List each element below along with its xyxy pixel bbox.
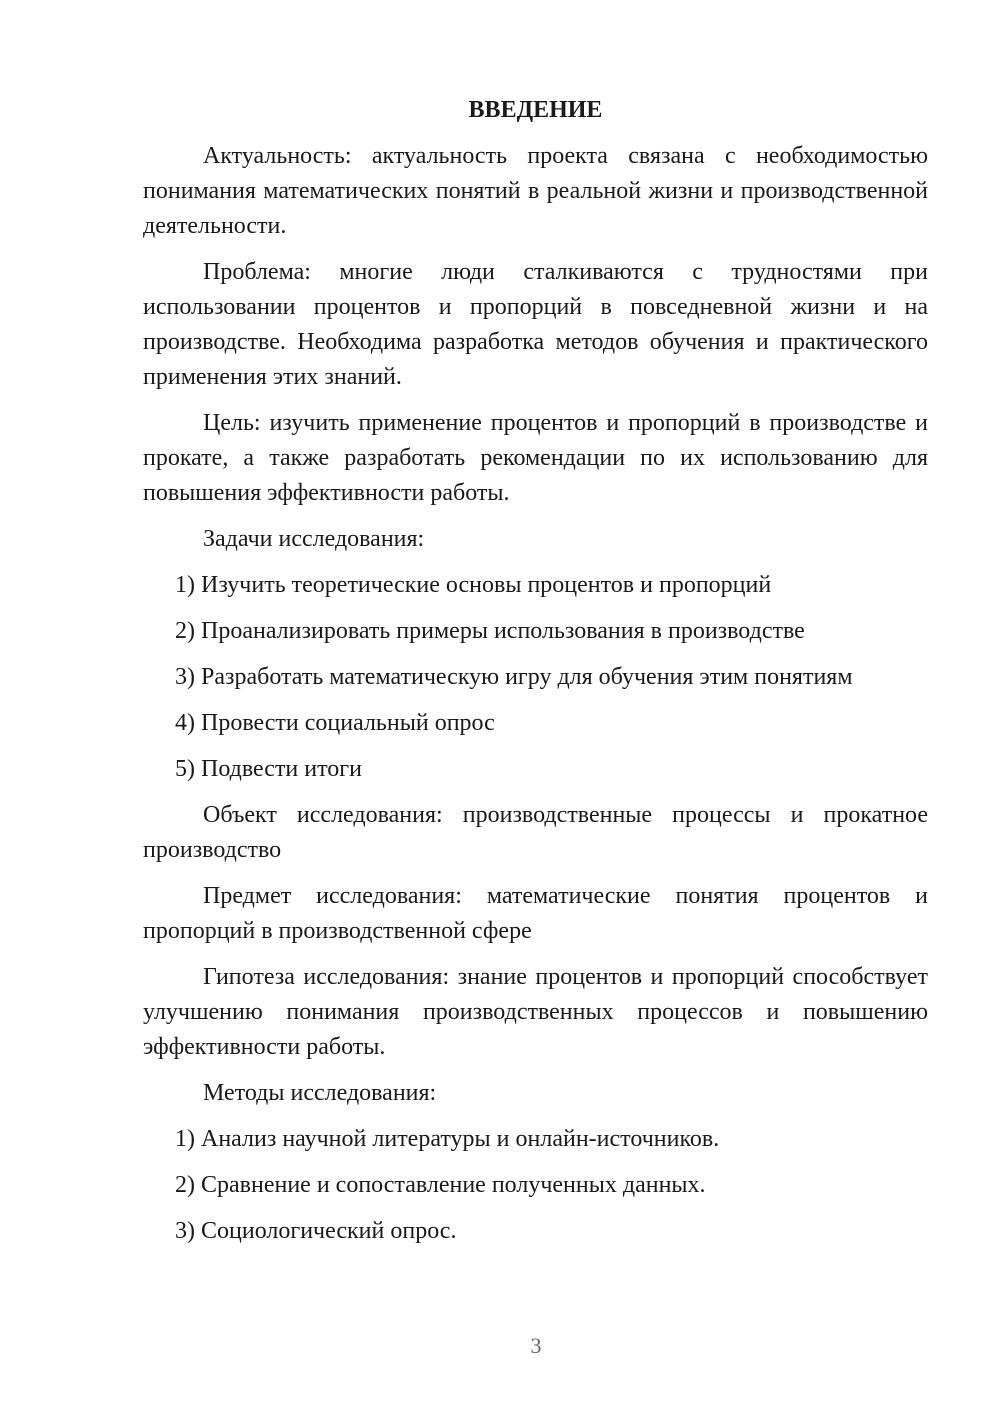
list-item: 5) Подвести итоги bbox=[175, 756, 362, 782]
paragraph-hypothesis: Гипотеза исследования: знание процентов и пропорций способствует улучшению понимания производственных процессов и повышению эффективности работы. bbox=[143, 964, 928, 1060]
list-item: 4) Провести социальный опрос bbox=[175, 710, 495, 736]
tasks-heading: Задачи исследования: bbox=[203, 526, 425, 552]
tasks-list bbox=[143, 568, 928, 787]
paragraph-subject: Предмет исследования: математические понятия процентов и пропорций в производственной сфере bbox=[143, 883, 928, 944]
list-item: 1) Анализ научной литературы и онлайн-источников. bbox=[175, 1126, 720, 1152]
paragraph-object: Объект исследования: производственные процессы и прокатное производство bbox=[143, 802, 928, 863]
list-item: 2) Сравнение и сопоставление полученных данных. bbox=[175, 1172, 706, 1198]
paragraph-problem: Проблема: многие люди сталкиваются с трудностями при использовании процентов и пропорций в повседневной жизни и на производстве. Необходима разработка методов обучения и практического применения этих знаний. bbox=[143, 259, 928, 390]
paragraph-relevance: Актуальность: актуальность проекта связана с необходимостью понимания математических понятий в реальной жизни и производственной деятельности. bbox=[143, 143, 928, 239]
list-item: 3) Социологический опрос. bbox=[175, 1218, 457, 1244]
page-number: 3 bbox=[530, 1333, 542, 1358]
list-item: 1) Изучить теоретические основы процентов и пропорций bbox=[175, 572, 772, 598]
list-item: 3) Разработать математическую игру для обучения этим понятиям bbox=[175, 664, 853, 690]
paragraph-goal: Цель: изучить применение процентов и пропорций в производстве и прокате, а также разработать рекомендации по их использованию для повышения эффективности работы. bbox=[143, 410, 928, 506]
section-title: ВВЕДЕНИЕ bbox=[468, 97, 603, 123]
methods-heading: Методы исследования: bbox=[203, 1080, 437, 1106]
page-content bbox=[143, 93, 928, 1260]
methods-list bbox=[143, 1122, 928, 1249]
list-item: 2) Проанализировать примеры использования в производстве bbox=[175, 618, 805, 644]
